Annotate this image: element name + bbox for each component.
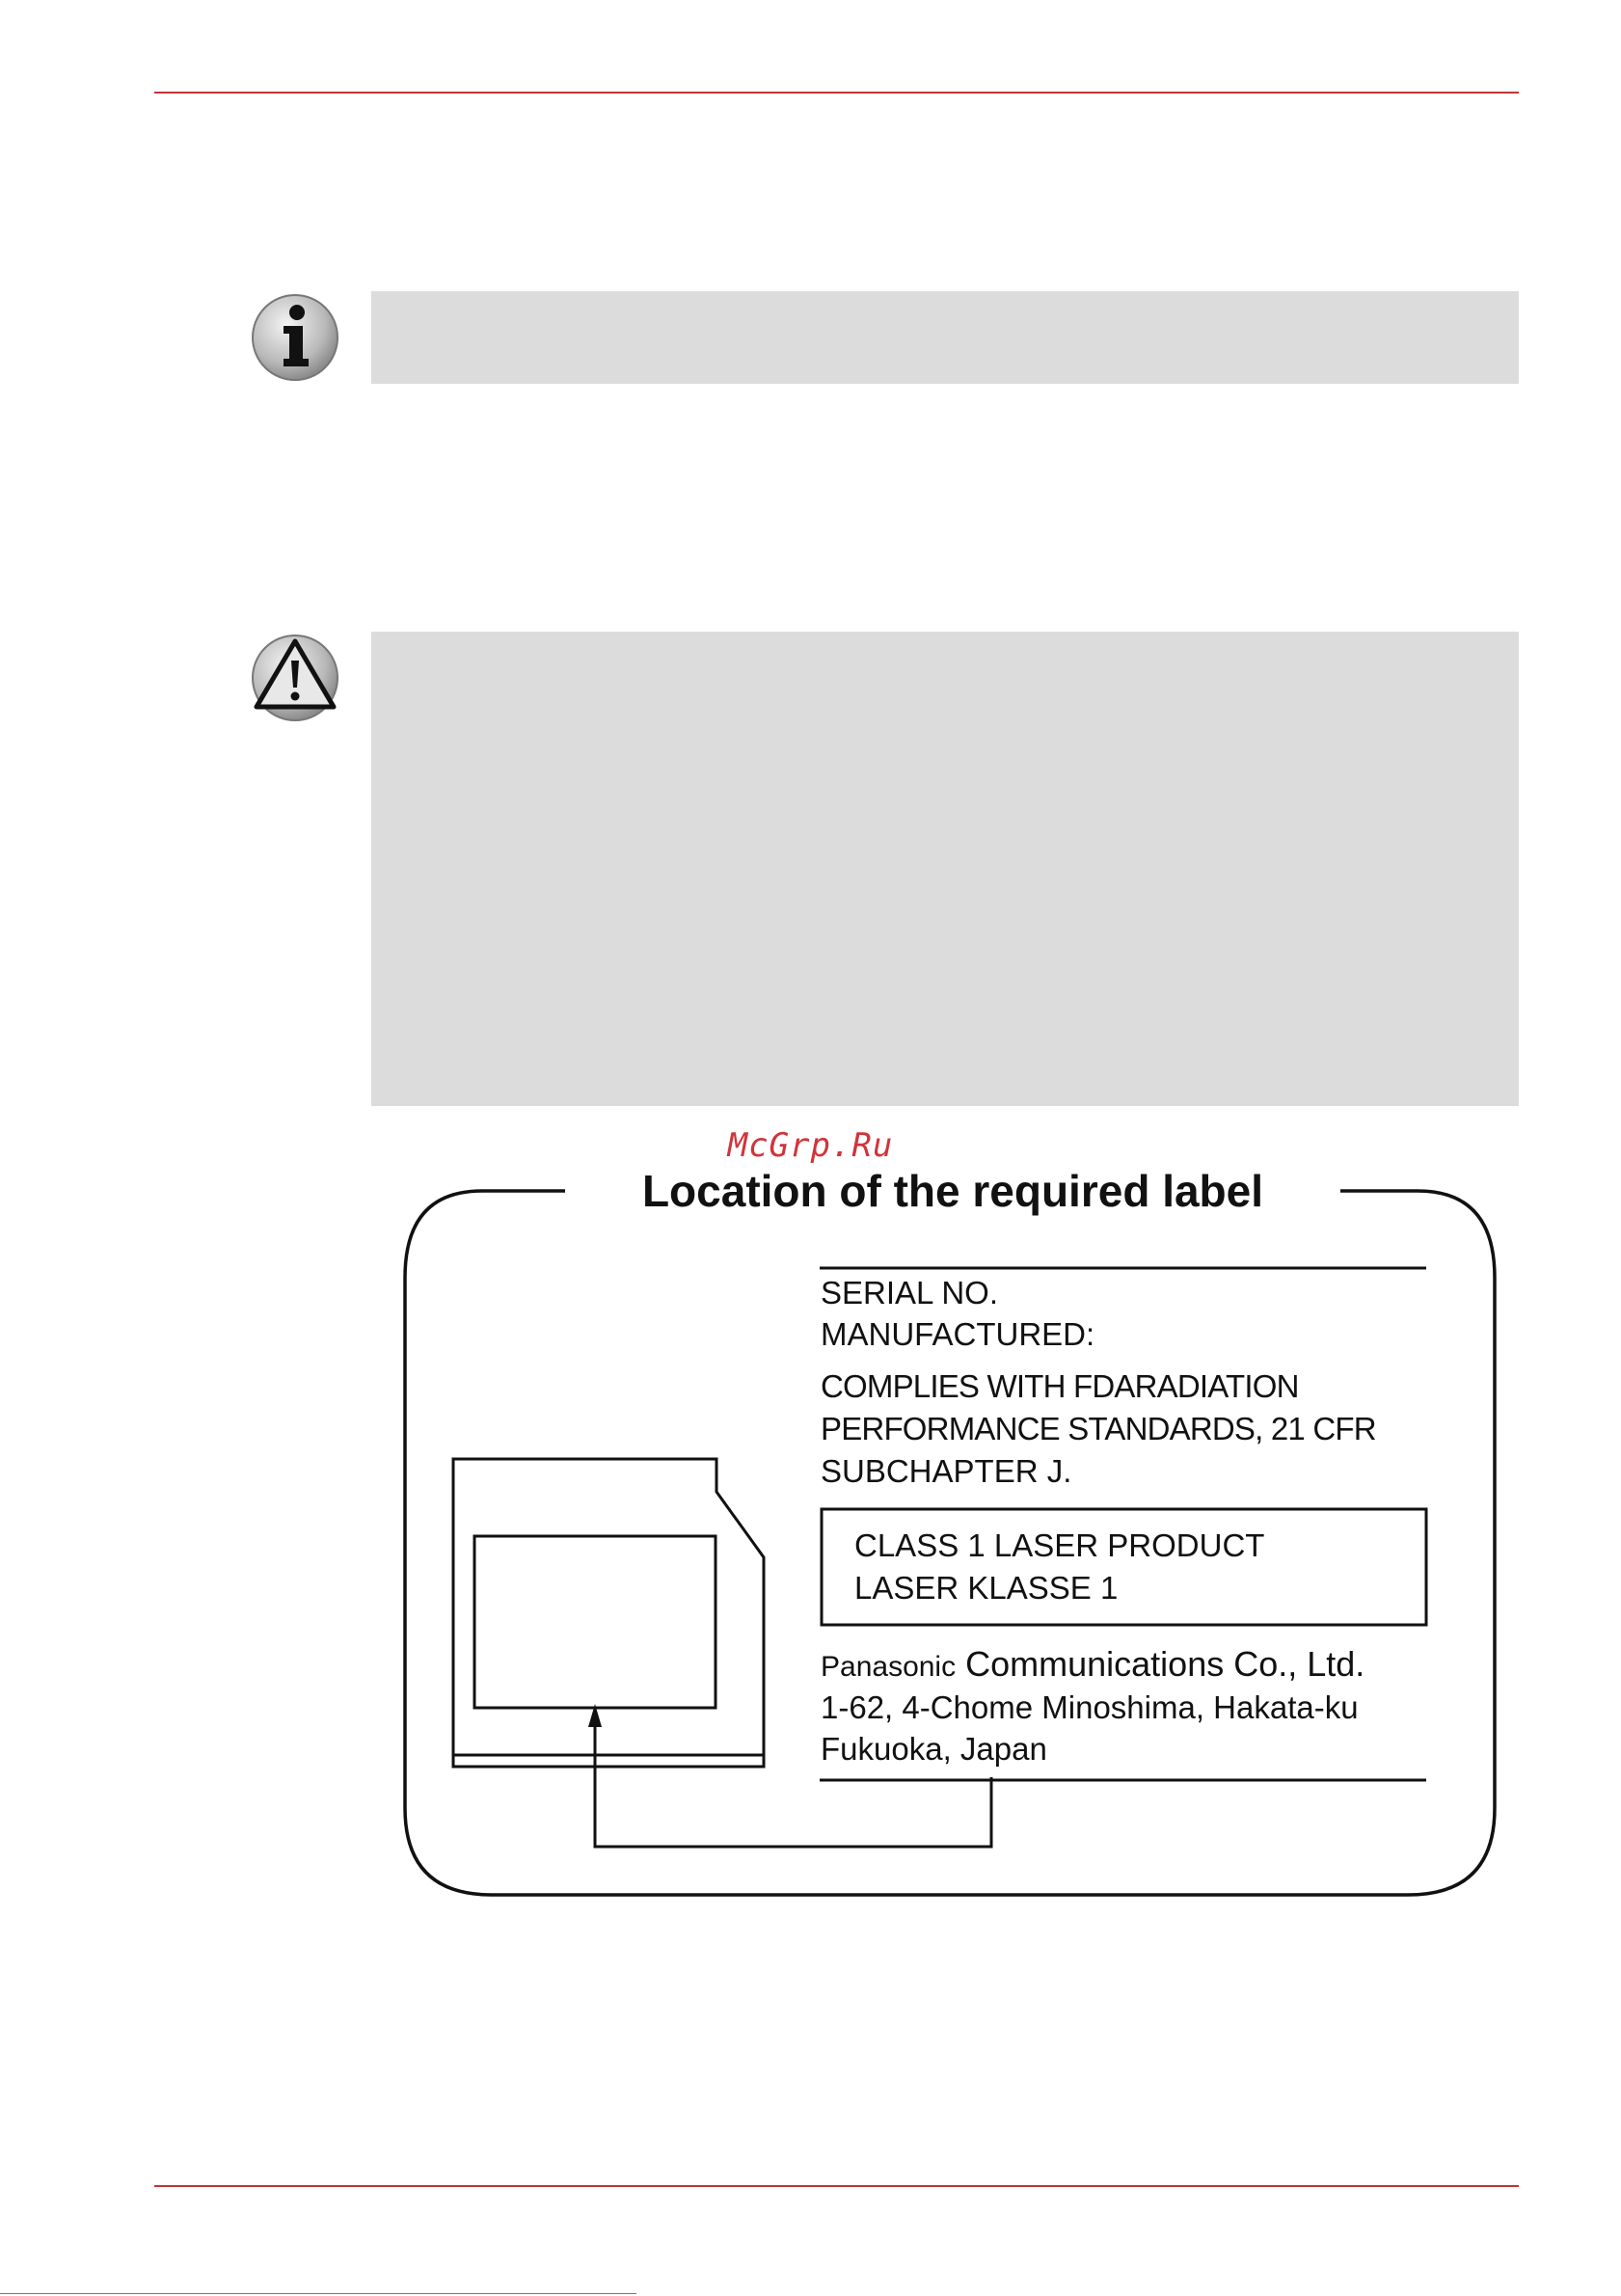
label-location-box xyxy=(474,1536,716,1708)
laser-class-box xyxy=(822,1509,1426,1625)
address-line-2: Fukuoka, Japan xyxy=(821,1731,1047,1767)
info-icon xyxy=(249,291,341,384)
manufacturer-brand: Panasonic xyxy=(821,1651,957,1683)
required-label-figure xyxy=(395,1152,1504,1914)
laser-class-line-2: LASER KLASSE 1 xyxy=(854,1570,1119,1606)
label-figure-title: Location of the required label xyxy=(641,1166,1264,1216)
laser-class-line-1: CLASS 1 LASER PRODUCT xyxy=(854,1527,1265,1563)
manufactured-text: MANUFACTURED: xyxy=(821,1316,1095,1352)
watermark: McGrp.Ru xyxy=(727,1126,894,1165)
manufacturer-name: Communications Co., Ltd. xyxy=(956,1644,1365,1684)
manufacturer-text xyxy=(821,1644,1364,1684)
info-note-box xyxy=(371,291,1519,384)
warning-note-box xyxy=(371,632,1519,1106)
complies-line-2: PERFORMANCE STANDARDS, 21 CFR xyxy=(821,1411,1376,1446)
page-edge-line xyxy=(0,2293,636,2294)
complies-line-1: COMPLIES WITH FDARADIATION xyxy=(821,1368,1299,1404)
footer-rule xyxy=(154,2185,1519,2187)
address-line-1: 1-62, 4-Chome Minoshima, Hakata-ku xyxy=(821,1689,1359,1725)
warning-icon xyxy=(249,632,341,724)
header-rule xyxy=(154,92,1519,94)
serial-no-text: SERIAL NO. xyxy=(821,1275,998,1310)
complies-line-3: SUBCHAPTER J. xyxy=(821,1453,1072,1489)
